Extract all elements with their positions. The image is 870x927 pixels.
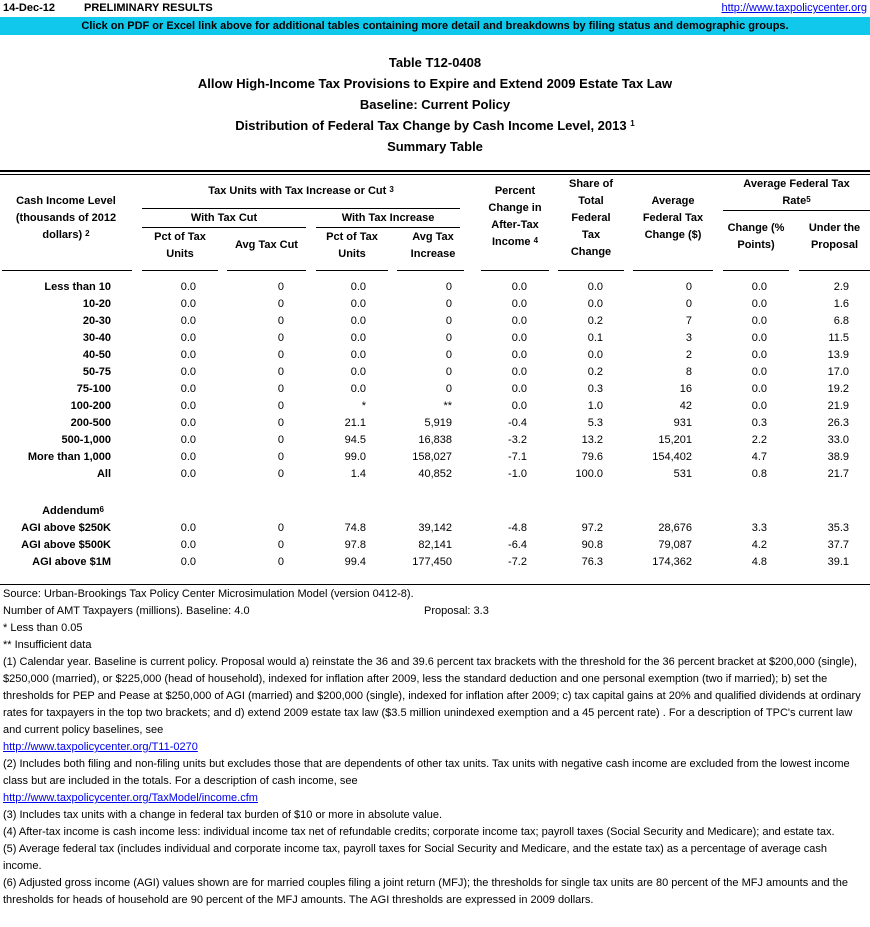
cell-rate-under: 17.0 [827,366,849,378]
cell-cut-pct: 0.0 [180,281,196,293]
cell-inc-pct: 94.5 [344,434,366,446]
header-text: Pct of Tax [326,231,378,243]
footnotes [3,586,867,909]
cell-pct-change: -6.4 [508,539,527,551]
header-text: Rate$^5$ [782,195,811,207]
footnote-ref: 5 [806,195,811,204]
header-text: Proposal [810,239,859,251]
header-avg-change [633,193,713,244]
cell-inc-pct: 74.8 [344,522,366,534]
cell-rate-under: 35.3 [827,522,849,534]
cell-avg-change: 0 [685,281,692,293]
cell-rate-change: 3.3 [751,522,767,534]
cell-inc-pct: 0.0 [350,315,366,327]
cell-rate-under: 21.7 [827,468,849,480]
header-text: Federal [571,212,611,224]
preliminary-label: PRELIMINARY RESULTS [84,2,213,14]
header-text: Percent [494,185,536,197]
cell-avg-change: 931 [673,417,692,429]
footnote-ref: 1 [630,119,635,128]
cell-inc-avg: 16,838 [418,434,452,446]
footnote-ref: 2 [85,229,90,238]
report-date: 14-Dec-12 [3,2,55,14]
cell-rate-under: 37.7 [827,539,849,551]
header-with-tax-cut: With Tax Cut [190,212,258,224]
table-row [0,554,870,571]
header-rule-top-2 [0,174,870,175]
table-row [0,330,870,347]
cell-cut-pct: 0.0 [180,539,196,551]
header-income-level [0,193,132,244]
header-text: Total [578,195,604,207]
header-share [558,176,624,261]
cell-share: 90.8 [581,539,603,551]
table-row [0,296,870,313]
footnote-ref: 4 [533,236,539,245]
cell-inc-pct: * [361,400,366,412]
row-label: More than 1,000 [27,451,111,463]
distribution-subtitle [0,115,870,136]
cell-avg-change: 174,362 [652,556,692,568]
underline [558,270,624,271]
cell-cut-pct: 0.0 [180,417,196,429]
header-rate-under [799,220,870,254]
cell-pct-change: -3.2 [508,434,527,446]
cell-avg-change: 154,402 [652,451,692,463]
row-label: 200-500 [70,417,111,429]
star-note: * Less than 0.05 [3,622,83,634]
row-label: 50-75 [82,366,111,378]
cell-rate-change: 0.0 [751,315,767,327]
header-pct-change [481,183,549,251]
cell-rate-change: 0.8 [751,468,767,480]
table-row [0,432,870,449]
cell-rate-change: 4.8 [751,556,767,568]
cell-rate-change: 4.7 [751,451,767,463]
cell-inc-pct: 0.0 [350,298,366,310]
cell-rate-under: 1.6 [833,298,849,310]
table-row [0,347,870,364]
cell-share: 76.3 [581,556,603,568]
header-text: dollars) $^2$ [42,229,90,241]
cell-cut-avg: 0 [277,298,284,310]
header-units-group: Tax Units with Tax Increase or Cut $^3$ [208,185,394,197]
cell-pct-change: 0.0 [511,315,527,327]
underline [142,270,218,271]
cell-cut-pct: 0.0 [180,556,196,568]
table-title: Allow High-Income Tax Provisions to Expire and Extend 2009 Estate Tax Law [197,76,673,91]
row-label: 100-200 [70,400,111,412]
header-text: Share of [568,178,613,190]
cell-cut-pct: 0.0 [180,349,196,361]
row-label: 500-1,000 [61,434,111,446]
table-row [0,520,870,537]
cell-pct-change: 0.0 [511,298,527,310]
amt-proposal: Proposal: 3.3 [424,605,489,617]
cell-avg-change: 7 [685,315,692,327]
underline [481,270,549,271]
header-text: Points) [737,239,775,251]
cell-inc-pct: 1.4 [350,468,366,480]
footnote-1-link[interactable]: http://www.taxpolicycenter.org/T11-0270 [3,741,198,753]
cell-rate-under: 21.9 [827,400,849,412]
cell-cut-avg: 0 [277,434,284,446]
cell-pct-change: 0.0 [511,349,527,361]
footnote-ref: 3 [389,185,394,194]
cell-rate-change: 2.2 [751,434,767,446]
footnote-2-link[interactable]: http://www.taxpolicycenter.org/TaxModel/income.cfm [3,792,258,804]
cell-share: 1.0 [587,400,603,412]
row-label: Less than 10 [44,281,111,293]
underline [723,210,870,211]
cell-cut-avg: 0 [277,281,284,293]
notes-rule [0,584,870,585]
table-id: Table T12-0408 [388,55,482,70]
cell-inc-pct: 21.1 [344,417,366,429]
cell-inc-avg: 82,141 [418,539,452,551]
cell-avg-change: 42 [679,400,692,412]
header-text: Increase [410,248,456,260]
cell-avg-change: 3 [685,332,692,344]
table-row [0,279,870,296]
cell-cut-pct: 0.0 [180,298,196,310]
cell-cut-pct: 0.0 [180,315,196,327]
cell-rate-under: 2.9 [833,281,849,293]
header-text: Under the [808,222,861,234]
cell-share: 0.0 [587,349,603,361]
footnote-3: (3) Includes tax units with a change in federal tax burden of $10 or more in absolute value. [3,809,443,821]
cell-pct-change: 0.0 [511,281,527,293]
cell-avg-change: 28,676 [658,522,692,534]
underline [142,227,306,228]
cell-rate-change: 0.0 [751,383,767,395]
cell-rate-under: 33.0 [827,434,849,446]
cell-avg-change: 16 [679,383,692,395]
header-rule-top [0,170,870,172]
cell-inc-avg: 40,852 [418,468,452,480]
amt-note [3,603,867,620]
amt-baseline: Number of AMT Taxpayers (millions). Baseline: 4.0 [3,605,250,617]
cell-inc-avg: 177,450 [412,556,452,568]
header-text: Average [651,195,695,207]
header-cut-pct [142,229,218,263]
cell-inc-pct: 0.0 [350,383,366,395]
header-text: Federal Tax [642,212,704,224]
cell-share: 5.3 [587,417,603,429]
header-text: Cash Income Level [16,195,116,207]
cell-rate-under: 26.3 [827,417,849,429]
row-label: AGI above $1M [32,556,111,568]
table-row [0,466,870,483]
header-rate-group [723,176,870,210]
info-banner: Click on PDF or Excel link above for additional tables containing more detail and breakdowns by filing status and demographic groups. [0,17,870,35]
header-text: Units [166,248,194,260]
cell-cut-avg: 0 [277,332,284,344]
table-row [0,381,870,398]
table-row [0,415,870,432]
cell-cut-avg: 0 [277,522,284,534]
cell-inc-avg: ** [443,400,452,412]
cell-inc-avg: 0 [445,366,452,378]
header-text: After-Tax [491,219,539,231]
top-bar [0,0,870,17]
cell-rate-change: 0.0 [751,366,767,378]
cell-cut-avg: 0 [277,468,284,480]
table-row [0,449,870,466]
footnote-2: (2) Includes both filing and non-filing units but excludes those that are dependents of other tax units. Tax units with negative cash income are excluded from the lowest income class but are included in the totals. For a description of cash income, see [3,758,850,787]
row-label: 20-30 [82,315,111,327]
cell-avg-change: 2 [685,349,692,361]
cell-pct-change: -7.2 [508,556,527,568]
cell-pct-change: 0.0 [511,383,527,395]
cell-cut-pct: 0.0 [180,366,196,378]
footnote-1: (1) Calendar year. Baseline is current policy. Proposal would a) reinstate the 36 and 39.6 percent tax brackets with the threshold for the 36 percent bracket at $200,000 (single), $250,000 (married), or $225,000 (head of household), indexed for inflation after 2009, less the standard deduction and one personal exemption (two if married); b) set the thresholds for PEP and Pease at $250,000 of AGI (married) and $200,000 (single), indexed for inflation after 2009; c) tax capital gains at 20% and qualified dividends at ordinary rates for taxpayers in the top two brackets; and d) extend 2009 estate tax law ($3.5 million unindexed exemption and a 45 percent rate) . For a description of TPC's current law and current policy baselines, see [3,656,861,736]
footnote-ref: 6 [99,505,104,514]
cell-pct-change: 0.0 [511,332,527,344]
cell-avg-change: 79,087 [658,539,692,551]
cell-pct-change: -0.4 [508,417,527,429]
cell-pct-change: -7.1 [508,451,527,463]
row-label: 75-100 [76,383,111,395]
row-label: 40-50 [82,349,111,361]
cell-cut-avg: 0 [277,315,284,327]
table-row [0,313,870,330]
cell-rate-change: 0.0 [751,281,767,293]
cell-inc-avg: 0 [445,349,452,361]
cell-pct-change: -4.8 [508,522,527,534]
cell-cut-avg: 0 [277,349,284,361]
cell-inc-avg: 158,027 [412,451,452,463]
cell-share: 13.2 [581,434,603,446]
cell-inc-pct: 0.0 [350,332,366,344]
subtitle-text: Distribution of Federal Tax Change by Cash Income Level, 2013 [235,118,627,133]
header-text: Change [570,246,612,258]
cell-rate-under: 39.1 [827,556,849,568]
cell-cut-avg: 0 [277,366,284,378]
underline [142,208,460,209]
cell-cut-pct: 0.0 [180,332,196,344]
cell-inc-pct: 0.0 [350,349,366,361]
header-text: Avg Tax [412,231,454,243]
row-label: 10-20 [82,298,111,310]
cell-rate-under: 6.8 [833,315,849,327]
cell-share: 0.0 [587,298,603,310]
cell-inc-avg: 39,142 [418,522,452,534]
cell-pct-change: 0.0 [511,400,527,412]
double-star-note: ** Insufficient data [3,639,92,651]
table-row [0,398,870,415]
cell-inc-avg: 0 [445,315,452,327]
cell-cut-avg: 0 [277,383,284,395]
header-avg-increase [397,229,469,263]
cell-rate-change: 0.0 [751,332,767,344]
cell-avg-change: 8 [685,366,692,378]
cell-rate-under: 11.5 [828,332,849,344]
cell-avg-change: 0 [685,298,692,310]
cell-cut-avg: 0 [277,400,284,412]
cell-rate-change: 0.0 [751,349,767,361]
cell-share: 0.0 [587,281,603,293]
underline [227,270,306,271]
cell-rate-under: 38.9 [827,451,849,463]
row-label: AGI above $500K [21,539,111,551]
cell-rate-change: 4.2 [751,539,767,551]
header-text: Pct of Tax [154,231,206,243]
cell-inc-pct: 99.4 [344,556,366,568]
cell-cut-pct: 0.0 [180,451,196,463]
cell-cut-pct: 0.0 [180,434,196,446]
underline [2,270,132,271]
footnote-6: (6) Adjusted gross income (AGI) values shown are for married couples filing a joint return (MFJ); the thresholds for single tax units are 80 percent of the MFJ amounts and the thresholds for heads of household are 90 percent of the MFJ amounts. The AGI thresholds are expressed in 2009 dollars. [3,877,848,906]
underline [633,270,713,271]
header-text: Change in [488,202,542,214]
row-label: AGI above $250K [21,522,111,534]
header-rate-change [723,220,789,254]
cell-inc-avg: 0 [445,383,452,395]
tpc-home-link[interactable]: http://www.taxpolicycenter.org [721,2,867,14]
cell-rate-under: 13.9 [827,349,849,361]
cell-avg-change: 531 [673,468,692,480]
cell-cut-pct: 0.0 [180,468,196,480]
source-note: Source: Urban-Brookings Tax Policy Center Microsimulation Model (version 0412-8). [3,588,414,600]
cell-inc-pct: 99.0 [344,451,366,463]
cell-share: 100.0 [575,468,603,480]
cell-avg-change: 15,201 [658,434,692,446]
cell-share: 0.3 [587,383,603,395]
cell-inc-pct: 0.0 [350,281,366,293]
table-titles [0,52,870,157]
cell-cut-avg: 0 [277,539,284,551]
header-avg-cut: Avg Tax Cut [235,239,298,251]
cell-rate-under: 19.2 [827,383,849,395]
cell-inc-avg: 0 [445,298,452,310]
cell-share: 0.2 [587,366,603,378]
cell-rate-change: 0.0 [751,400,767,412]
underline [397,270,464,271]
cell-share: 0.2 [587,315,603,327]
underline [316,227,460,228]
cell-inc-avg: 0 [445,281,452,293]
cell-pct-change: -1.0 [508,468,527,480]
header-text: Change (% [727,222,785,234]
table-row [0,364,870,381]
row-label: All [96,468,111,480]
underline [316,270,388,271]
cell-cut-avg: 0 [277,556,284,568]
summary-title: Summary Table [387,139,483,154]
header-text: Units [338,248,366,260]
cell-share: 0.1 [587,332,603,344]
underline [799,270,870,271]
baseline-title: Baseline: Current Policy [359,97,511,112]
header-text: (thousands of 2012 [15,212,117,224]
cell-pct-change: 0.0 [511,366,527,378]
cell-rate-change: 0.3 [751,417,767,429]
addendum-label: Addendum$^6$ [42,505,104,517]
cell-cut-avg: 0 [277,451,284,463]
header-inc-pct [316,229,388,263]
cell-cut-avg: 0 [277,417,284,429]
cell-cut-pct: 0.0 [180,400,196,412]
cell-share: 79.6 [581,451,603,463]
cell-inc-pct: 97.8 [344,539,366,551]
cell-share: 97.2 [581,522,603,534]
cell-rate-change: 0.0 [751,298,767,310]
footnote-4: (4) After-tax income is cash income less: individual income tax net of refundable credits; corporate income tax; payroll taxes (Social Security and Medicare); and estate tax. [3,826,835,838]
header-with-tax-increase: With Tax Increase [341,212,435,224]
cell-inc-pct: 0.0 [350,366,366,378]
header-text: Income $^4$ [491,236,539,248]
table-row [0,537,870,554]
header-text: Change ($) [644,229,702,241]
cell-cut-pct: 0.0 [180,522,196,534]
addendum-header [0,503,870,520]
header-text: Average Federal Tax [743,178,850,190]
cell-cut-pct: 0.0 [180,383,196,395]
row-label: 30-40 [82,332,111,344]
header-text: Tax [581,229,601,241]
cell-inc-avg: 0 [445,332,452,344]
cell-inc-avg: 5,919 [424,417,452,429]
footnote-5: (5) Average federal tax (includes individual and corporate income tax, payroll taxes for Social Security and Medicare, and the estate tax) as a percentage of average cash income. [3,843,828,872]
underline [723,270,789,271]
